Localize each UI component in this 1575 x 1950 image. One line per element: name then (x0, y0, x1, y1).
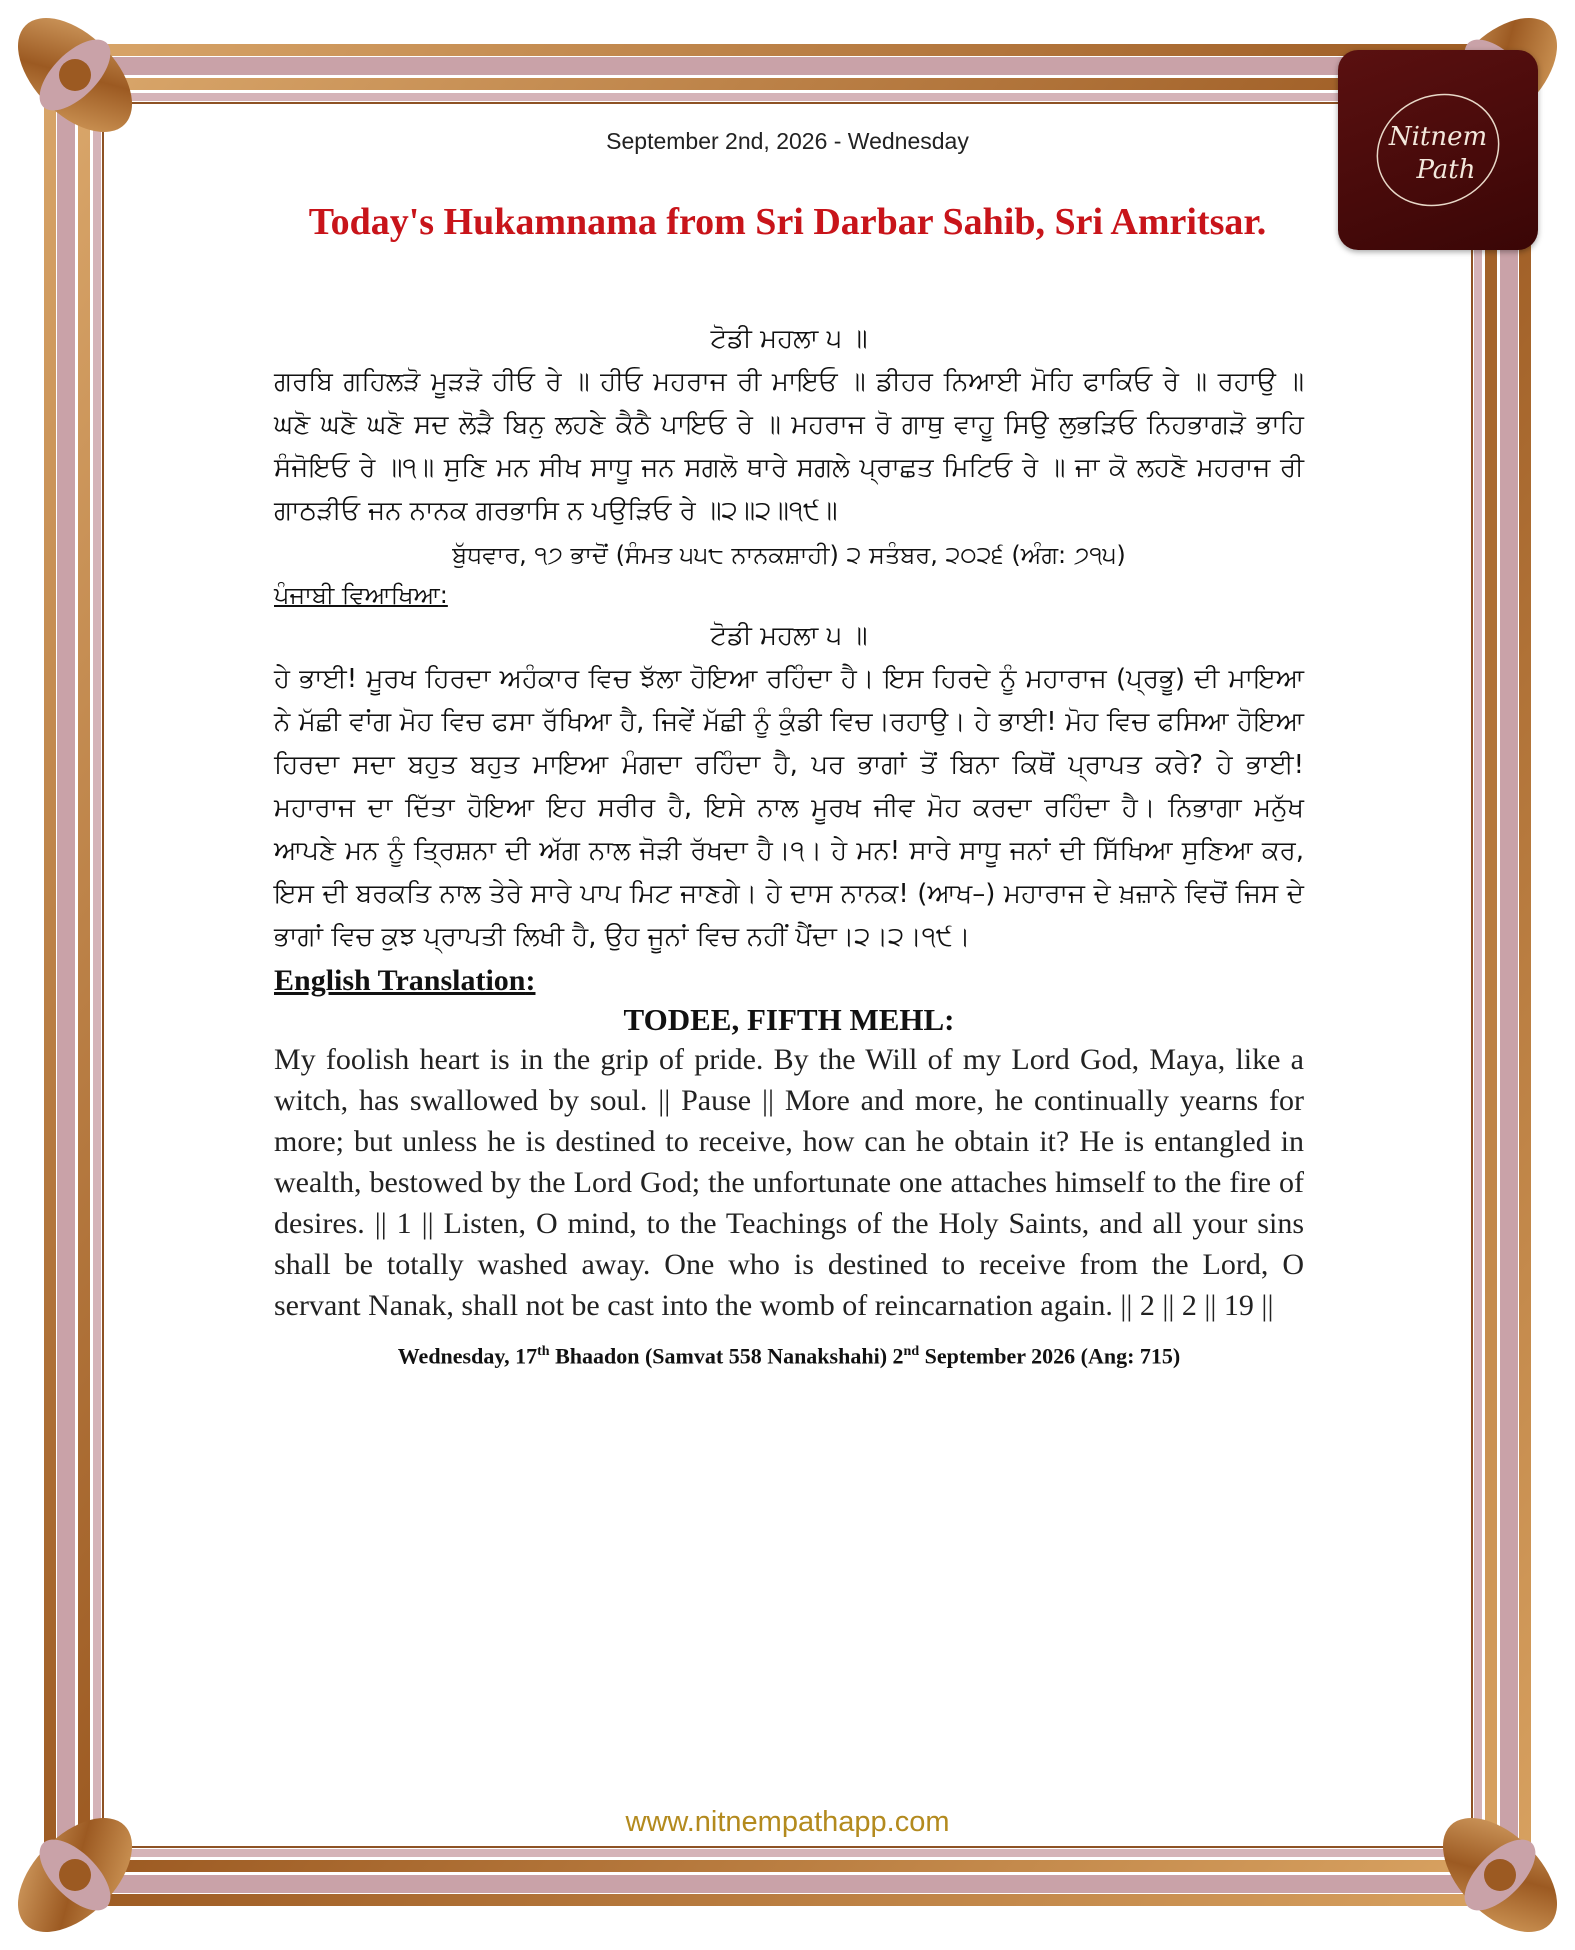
punjabi-explanation: ਹੇ ਭਾਈ! ਮੂਰਖ ਹਿਰਦਾ ਅਹੰਕਾਰ ਵਿਚ ਝੱਲਾ ਹੋਇਆ ਰਹਿੰਦਾ ਹੈ। ਇਸ ਹਿਰਦੇ ਨੂੰ ਮਹਾਰਾਜ (ਪ੍ਰਭੂ) ਦੀ ਮਾਇਆ ਨੇ ਮੱਛੀ ਵਾਂਗ ਮੋਹ ਵਿਚ ਫਸਾ ਰੱਖਿਆ ਹੈ, ਜਿਵੇਂ ਮੱਛੀ ਨੂੰ ਕੁੰਡੀ ਵਿਚ।ਰਹਾਉ। ਹੇ ਭਾਈ! ਮੋਹ ਵਿਚ ਫਸਿਆ ਹੋਇਆ ਹਿਰਦਾ ਸਦਾ ਬਹੁਤ ਬਹੁਤ ਮਾਇਆ ਮੰਗਦਾ ਰਹਿੰਦਾ ਹੈ, ਪਰ ਭਾਗਾਂ ਤੋਂ ਬਿਨਾ ਕਿਥੋਂ ਪ੍ਰਾਪਤ ਕਰੇ? ਹੇ ਭਾਈ! ਮਹਾਰਾਜ ਦਾ ਦਿੱਤਾ ਹੋਇਆ ਇਹ ਸਰੀਰ ਹੈ, ਇਸੇ ਨਾਲ ਮੂਰਖ ਜੀਵ ਮੋਹ ਕਰਦਾ ਰਹਿੰਦਾ ਹੈ। ਨਿਭਾਗਾ ਮਨੁੱਖ ਆਪਣੇ ਮਨ ਨੂੰ ਤ੍ਰਿਸ਼ਨਾ ਦੀ ਅੱਗ ਨਾਲ ਜੋੜੀ ਰੱਖਦਾ ਹੈ।੧। ਹੇ ਮਨ! ਸਾਰੇ ਸਾਧੂ ਜਨਾਂ ਦੀ ਸਿੱਖਿਆ ਸੁਣਿਆ ਕਰ, ਇਸ ਦੀ ਬਰਕਤਿ ਨਾਲ ਤੇਰੇ ਸਾਰੇ ਪਾਪ ਮਿਟ ਜਾਣਗੇ। ਹੇ ਦਾਸ ਨਾਨਕ! (ਆਖ–) ਮਹਾਰਾਜ ਦੇ ਖ਼ਜ਼ਾਨੇ ਵਿਚੋਂ ਜਿਸ ਦੇ ਭਾਗਾਂ ਵਿਚ ਕੁਝ ਪ੍ਰਾਪਤੀ ਲਿਖੀ ਹੈ, ਉਹ ਜੂਨਾਂ ਵਿਚ ਨਹੀਂ ਪੈਂਦਾ।੨।੨।੧੯। (274, 664, 1304, 952)
shabad-text: ਗਰਬਿ ਗਹਿਲੜੋ ਮੂੜੜੋ ਹੀਓ ਰੇ ॥ ਹੀਓ ਮਹਰਾਜ ਰੀ ਮਾਇਓ ॥ ਡੀਹਰ ਨਿਆਈ ਮੋਹਿ ਫਾਕਿਓ ਰੇ ॥ ਰਹਾਉ ॥ ਘਣੋ ਘਣੋ ਘਣੋ ਸਦ ਲੋੜੈ ਬਿਨੁ ਲਹਣੇ ਕੈਠੈ ਪਾਇਓ ਰੇ ॥ ਮਹਰਾਜ ਰੋ ਗਾਥੁ ਵਾਹੂ ਸਿਉ ਲੁਭੜਿਓ ਨਿਹਭਾਗੜੋ ਭਾਹਿ ਸੰਜੋਇਓ ਰੇ ॥੧॥ ਸੁਣਿ ਮਨ ਸੀਖ ਸਾਧੂ ਜਨ ਸਗਲੋ ਥਾਰੇ ਸਗਲੇ ਪ੍ਰਾਛਤ ਮਿਟਿਓ ਰੇ ॥ ਜਾ ਕੋ ਲਹਣੋ ਮਹਰਾਜ ਰੀ ਗਾਠੜੀਓ ਜਨ ਨਾਨਕ ਗਰਭਾਸਿ ਨ ਪਉੜਿਓ ਰੇ ॥੨॥੨॥੧੯॥ (274, 367, 1304, 526)
english-meta-part-b: Bhaadon (Samvat 558 Nanakshahi) 2 (549, 1343, 904, 1369)
english-meta-sup-a: th (537, 1344, 550, 1359)
punjabi-heading: ਟੋਡੀ ਮਹਲਾ ੫ ॥ (710, 621, 868, 651)
shabad-heading: ਟੋਡੀ ਮਹਲਾ ੫ ॥ (710, 324, 868, 354)
shabad-meta: ਬੁੱਧਵਾਰ, ੧੭ ਭਾਦੋਂ (ਸੰਮਤ ੫੫੮ ਨਾਨਕਸ਼ਾਹੀ) ੨ ਸਤੰਬਰ, ੨੦੨੬ (ਅੰਗ: ੭੧੫) (452, 541, 1126, 569)
main-content (274, 318, 1304, 1374)
english-meta-sup-b: nd (903, 1344, 920, 1359)
logo-text-line1: Nitnem (1388, 122, 1488, 152)
english-section-label (274, 961, 1304, 1001)
english-heading: TODEE, FIFTH MEHL: (623, 1002, 955, 1037)
english-meta-part-a: Wednesday, 17 (397, 1343, 538, 1369)
punjabi-section-label: ਪੰਜਾਬੀ ਵਿਆਖਿਆ: (274, 581, 448, 609)
english-meta-part-c: September 2026 (Ang: 715) (919, 1343, 1181, 1369)
english-label-text: English Translation (274, 964, 526, 997)
website-link[interactable]: www.nitnempathapp.com (625, 1806, 950, 1838)
english-translation: My foolish heart is in the grip of pride. By the Will of my Lord God, Maya, like a witch, has swallowed by soul. || Pause || More and more, he continually yearns for more; but unless he is destined to receive, how can he obtain it? He is entangled in wealth, bestowed by the Lord God; the unfortunate one attaches himself to the fire of desires. || 1 || Listen, O mind, to the Teachings of the Holy Saints, and all your sins shall be totally washed away. One who is destined to receive from the Lord, O servant Nanak, shall not be cast into the womb of reincarnation again. || 2 || 2 || 19 || (274, 1043, 1304, 1322)
page-title: Today's Hukamnama from Sri Darbar Sahib, Sri Amritsar. (308, 201, 1267, 243)
english-meta (274, 1334, 1304, 1374)
english-label-colon: : (525, 964, 536, 997)
date-line: September 2nd, 2026 - Wednesday (606, 128, 969, 154)
logo-text-line2: Path (1416, 155, 1476, 185)
